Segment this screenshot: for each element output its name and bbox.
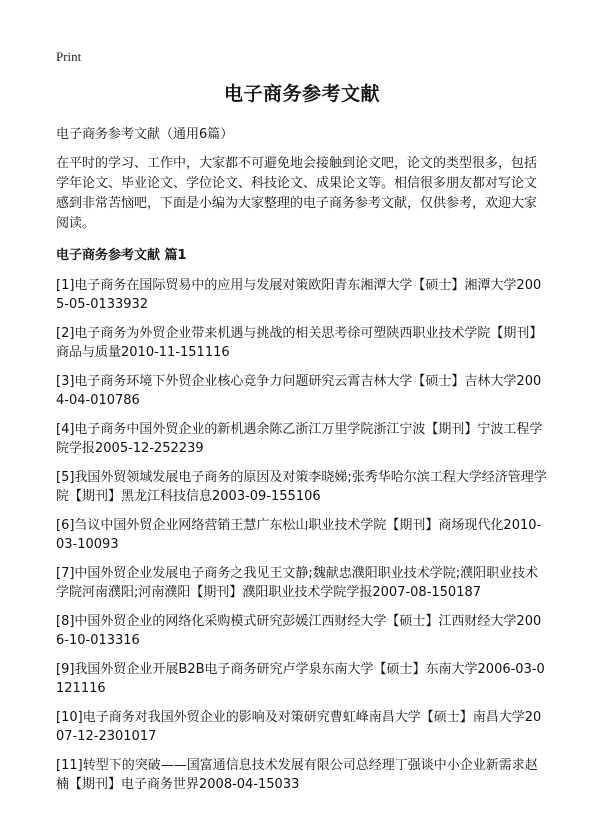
reference-number: [6]	[56, 518, 75, 533]
reference-item	[56, 420, 548, 458]
reference-number: [9]	[56, 662, 75, 677]
reference-item	[56, 324, 548, 362]
print-link[interactable]: Print	[56, 49, 82, 64]
reference-number: [7]	[56, 566, 75, 581]
reference-text: 转型下的突破——国富通信息技术发展有限公司总经理丁强谈中小企业新需求赵楠【期刊】电子商务世界2008-04-15033	[56, 758, 538, 792]
reference-number: [1]	[56, 278, 75, 293]
reference-text: 电子商务在国际贸易中的应用与发展对策欧阳青东湘潭大学【硕士】湘潭大学2005-05-0133932	[56, 278, 542, 312]
reference-item	[56, 516, 548, 554]
reference-item	[56, 756, 548, 794]
reference-item	[56, 276, 548, 314]
reference-text: 刍议中国外贸企业网络营销王慧广东松山职业技术学院【期刊】商场现代化2010-03-10093	[56, 518, 542, 552]
reference-number: [10]	[56, 710, 83, 725]
reference-text: 电子商务为外贸企业带来机遇与挑战的相关思考徐可塑陕西职业技术学院【期刊】商品与质量2010-11-151116	[56, 326, 543, 360]
reference-item	[56, 660, 548, 698]
reference-number: [5]	[56, 470, 75, 485]
reference-text: 我国外贸领域发展电子商务的原因及对策李晓娣;张秀华哈尔滨工程大学经济管理学院【期刊】黑龙江科技信息2003-09-155106	[56, 470, 547, 504]
reference-item	[56, 612, 548, 650]
reference-text: 中国外贸企业发展电子商务之我见王文静;魏献忠濮阳职业技术学院;濮阳职业技术学院河南濮阳;河南濮阳【期刊】濮阳职业技术学院学报2007-08-150187	[56, 566, 539, 600]
reference-number: [2]	[56, 326, 75, 341]
reference-item	[56, 372, 548, 410]
reference-number: [8]	[56, 614, 75, 629]
reference-text: 我国外贸企业开展B2B电子商务研究卢学泉东南大学【硕士】东南大学2006-03-0121116	[56, 662, 545, 696]
page-title: 电子商务参考文献	[223, 83, 380, 105]
section-heading: 电子商务参考文献 篇1	[56, 248, 187, 263]
intro-paragraph: 在平时的学习、工作中，大家都不可避免地会接触到论文吧，论文的类型很多，包括学年论文、毕业论文、学位论文、科技论文、成果论文等。相信很多朋友都对写论文感到非常苦恼吧，下面是小编为大家整理的电子商务参考文献，仅供参考，欢迎大家阅读。	[56, 156, 538, 231]
reference-item	[56, 468, 548, 506]
reference-text: 中国外贸企业的网络化采购模式研究彭媛江西财经大学【硕士】江西财经大学2006-10-013316	[56, 614, 542, 648]
reference-text: 电子商务对我国外贸企业的影响及对策研究曹虹峰南昌大学【硕士】南昌大学2007-12-2301017	[56, 710, 542, 744]
reference-number: [3]	[56, 374, 75, 389]
reference-list	[56, 276, 548, 794]
reference-item	[56, 564, 548, 602]
reference-text: 电子商务中国外贸企业的新机遇余陈乙浙江万里学院浙江宁波【期刊】宁波工程学院学报2005-12-252239	[56, 422, 543, 456]
reference-item	[56, 708, 548, 746]
reference-number: [11]	[56, 758, 83, 773]
reference-number: [4]	[56, 422, 75, 437]
document-subtitle: 电子商务参考文献（通用6篇）	[56, 127, 234, 142]
reference-text: 电子商务环境下外贸企业核心竞争力问题研究云霄吉林大学【硕士】吉林大学2004-04-010786	[56, 374, 542, 408]
